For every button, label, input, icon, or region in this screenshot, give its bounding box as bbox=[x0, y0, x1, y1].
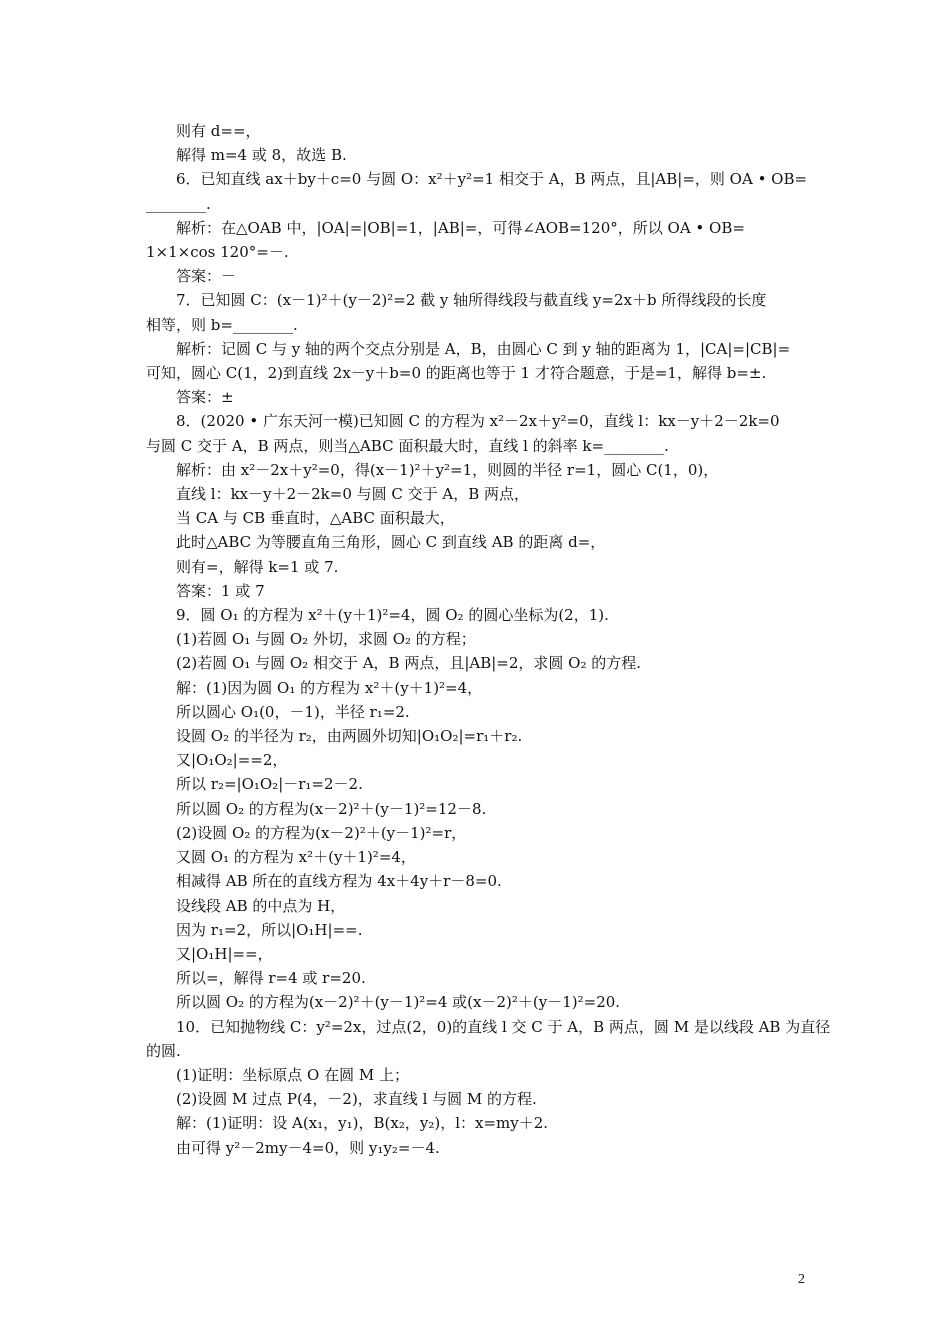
text-line: (2)若圆 O₁ 与圆 O₂ 相交于 A，B 两点，且|AB|=2，求圆 O₂ 的方程. bbox=[176, 654, 642, 673]
text-line: ________. bbox=[146, 194, 211, 213]
text-line: (1)若圆 O₁ 与圆 O₂ 外切，求圆 O₂ 的方程； bbox=[176, 630, 476, 649]
text-line: (2)设圆 M 过点 P(4，－2)，求直线 l 与圆 M 的方程. bbox=[176, 1090, 537, 1109]
text-line: 8．(2020 • 广东天河一模)已知圆 C 的方程为 x²－2x＋y²=0，直线 l：kx－y＋2－2k=0 bbox=[176, 412, 780, 431]
text-line: 所以=，解得 r=4 或 r=20. bbox=[176, 969, 366, 988]
text-line: 当 CA 与 CB 垂直时，△ABC 面积最大， bbox=[176, 509, 455, 528]
text-line: 答案：± bbox=[176, 388, 234, 407]
text-line: 7．已知圆 C：(x－1)²＋(y－2)²=2 截 y 轴所得线段与截直线 y=2x＋b 所得线段的长度 bbox=[176, 291, 767, 310]
text-line: 所以圆 O₂ 的方程为(x－2)²＋(y－1)²=4 或(x－2)²＋(y－1)²=20. bbox=[176, 993, 621, 1012]
text-line: 解得 m=4 或 8，故选 B. bbox=[176, 146, 347, 165]
text-line: 则有 d==， bbox=[176, 122, 261, 140]
text-line: 设线段 AB 的中点为 H， bbox=[176, 896, 346, 915]
document-body bbox=[146, 119, 831, 1160]
text-line: 相等，则 b=________. bbox=[146, 315, 298, 334]
text-line: 1×1×cos 120°=－. bbox=[146, 243, 289, 262]
text-line: 答案：－ bbox=[176, 267, 237, 286]
text-line: (2)设圆 O₂ 的方程为(x－2)²＋(y－1)²=r， bbox=[176, 823, 467, 842]
text-line: 解析：由 x²－2x＋y²=0，得(x－1)²＋y²=1，则圆的半径 r=1，圆心 C(1，0)， bbox=[176, 460, 719, 479]
text-line: 因为 r₁=2，所以|O₁H|==. bbox=[176, 920, 363, 939]
text-line: 10．已知抛物线 C：y²=2x，过点(2，0)的直线 l 交 C 于 A，B 两点，圆 M 是以线段 AB 为直径 bbox=[176, 1017, 831, 1036]
text-line: 的圆. bbox=[146, 1041, 181, 1060]
text-line: 又|O₁H|==， bbox=[176, 944, 273, 963]
text-line: 所以 r₂=|O₁O₂|－r₁=2－2. bbox=[176, 775, 363, 794]
text-line: 则有=，解得 k=1 或 7. bbox=[176, 557, 339, 576]
text-line: 又圆 O₁ 的方程为 x²＋(y＋1)²=4， bbox=[176, 848, 416, 867]
text-line: 可知，圆心 C(1，2)到直线 2x－y＋b=0 的距离也等于 1 才符合题意，于是=1，解得 b=±. bbox=[146, 364, 767, 383]
text-line: 由可得 y²－2my－4=0，则 y₁y₂=－4. bbox=[176, 1138, 440, 1157]
text-line: 解析：在△OAB 中，|OA|=|OB|=1，|AB|=，可得∠AOB=120°，所以 OA • OB= bbox=[176, 218, 745, 237]
text-line: 与圆 C 交于 A，B 两点，则当△ABC 面积最大时，直线 l 的斜率 k=________. bbox=[146, 436, 669, 455]
text-line: 6．已知直线 ax＋by＋c=0 与圆 O：x²＋y²=1 相交于 A，B 两点，且|AB|=，则 OA • OB= bbox=[176, 170, 808, 189]
text-line: 所以圆 O₂ 的方程为(x－2)²＋(y－1)²=12－8. bbox=[176, 799, 487, 818]
text-line: 直线 l：kx－y＋2－2k=0 与圆 C 交于 A，B 两点， bbox=[176, 485, 530, 504]
text-line: 此时△ABC 为等腰直角三角形，圆心 C 到直线 AB 的距离 d=， bbox=[176, 533, 606, 552]
text-line: 又|O₁O₂|==2， bbox=[176, 751, 288, 770]
text-line: 相减得 AB 所在的直线方程为 4x＋4y＋r－8=0. bbox=[176, 872, 502, 891]
text-line: 设圆 O₂ 的半径为 r₂，由两圆外切知|O₁O₂|=r₁＋r₂. bbox=[176, 727, 523, 746]
text-line: (1)证明：坐标原点 O 在圆 M 上； bbox=[176, 1065, 409, 1084]
text-line: 9．圆 O₁ 的方程为 x²＋(y＋1)²=4，圆 O₂ 的圆心坐标为(2，1). bbox=[176, 606, 609, 625]
text-line: 解析：记圆 C 与 y 轴的两个交点分别是 A，B，由圆心 C 到 y 轴的距离为 1，|CA|=|CB|= bbox=[176, 339, 791, 358]
text-line: 解：(1)证明：设 A(x₁，y₁)，B(x₂，y₂)，l：x=my＋2. bbox=[176, 1114, 549, 1133]
text-line: 所以圆心 O₁(0，－1)，半径 r₁=2. bbox=[176, 702, 410, 721]
page-number: 2 bbox=[798, 1272, 805, 1287]
text-line: 答案：1 或 7 bbox=[176, 581, 265, 600]
text-line: 解：(1)因为圆 O₁ 的方程为 x²＋(y＋1)²=4， bbox=[176, 678, 483, 697]
